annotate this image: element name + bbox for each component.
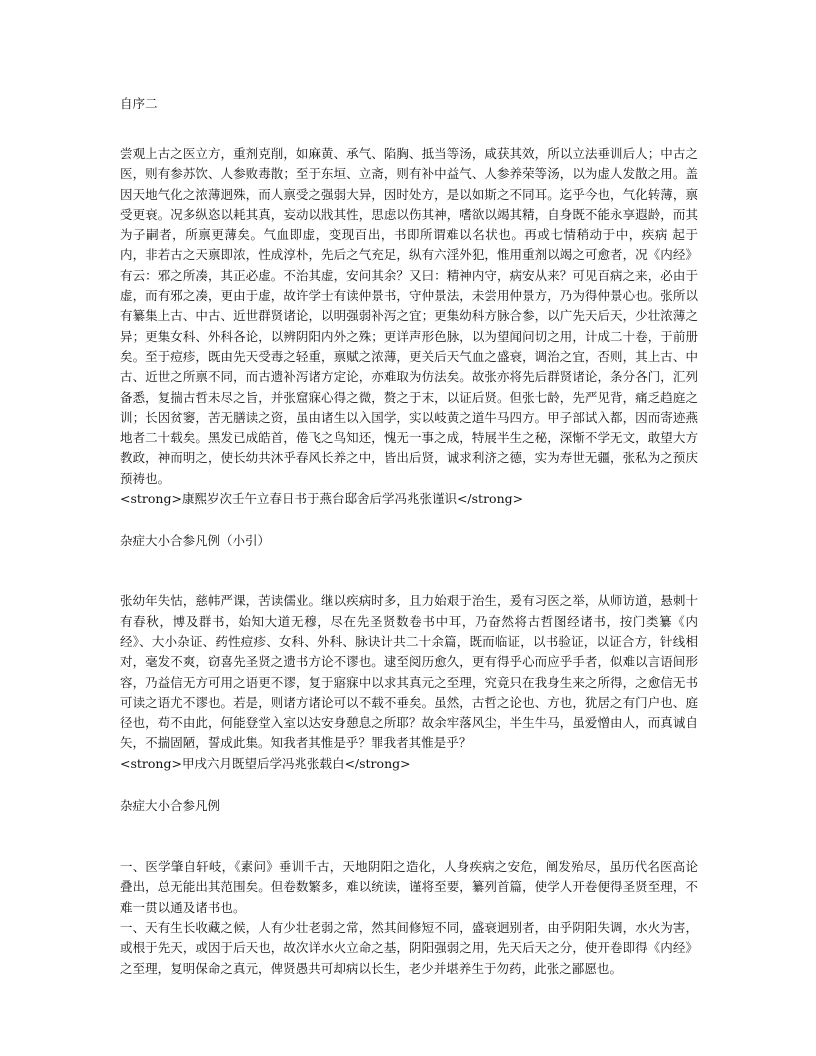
preface-two-title: 自序二: [120, 96, 158, 111]
intro-signature: <strong>甲戌六月既望后学冯兆张载白</strong>: [120, 755, 411, 771]
document-page: [120, 94, 698, 979]
rules-item: 一、天有生长收藏之候，人有少壮老弱之常，然其间修短不同，盛衰迥别者，由乎阴阳失调，水火为害，或根于先天，或因于后天也，故次详水火立命之基，阴阳强弱之用，先天后天之分，使开卷即得《内经》之至理，复明保命之真元，俾贤愚共可却病以长生，老少并堪养生于勿药，此张之鄙愿也。: [120, 919, 698, 976]
intro-body: 张幼年失怙，慈帏严课，苦读儒业。继以疾病时多，且力始艰于治生，爰有习医之举，从师访道，悬刺十有春秋，博及群书，始知大道无穆，尽在先圣贤数卷书中耳，乃奋然将古哲图经诸书，按门类纂《内经》、大小杂证、药性痘疹、女科、外科、脉诀计共二十余篇，既而临证，以书验证，以证合方，针线相对，毫发不爽，窃喜先圣贤之遗书方论不谬也。逮至阅历愈久，更有得乎心而应乎手者，似难以言语间形容，乃益信无方可用之语更不谬，复于寤寐中以求其真元之至理，究竟只在我身生来之所得，之愈信无书可读之语尤不谬也。若是，则诸方诸论可以不载不垂矣。虽然，古哲之论也、方也，犹居之有门户也、庭径也，苟不由此，何能登堂入室以达安身憩息之所耶？故余牢落风尘，半生牛马，虽爱憎由人，而真诚自矢，不揣固陋，誓成此集。知我者其惟是乎？罪我者其惟是乎？: [120, 593, 698, 751]
rules-section: [120, 796, 698, 979]
rules-title: 杂症大小合参凡例: [120, 798, 221, 814]
preface-two-signature: <strong>康熙岁次壬午立春日书于燕台邸舍后学冯兆张谨识</strong>: [120, 491, 524, 507]
preface-two-body: 尝观上古之医立方，重剂克削，如麻黄、承气、陷胸、抵当等汤，咸获其效，所以立法垂训后人；中古之医，则有参苏饮、人参败毒散；至于东垣、立斋，则有补中益气、人参养荣等汤，以为虚人发散之用。盖因天地气化之浓薄迥殊，而人禀受之强弱大异，因时处方，是以如斯之不同耳。迄乎今也，气化转薄，禀受更衰。况多纵恣以耗其真，妄动以戕其性，思虑以伤其神，嗜欲以竭其精，自身既不能永享遐龄，而其为子嗣者，所禀更薄矣。气血即虚，变现百出，书即所谓难以名状也。再或七情稍动于中，疾病 起于内，非若古之天禀即浓，性成淳朴，先后之气充足，纵有六淫外犯，惟用重剂以竭之可愈者，况《内经》有云：邪之所凑，其正必虚。不治其虚，安问其余？又曰：精神内守，病安从来？可见百病之来，必由于虚，而有邪之凑，更由于虚，故许学士有读仲景书，守仲景法，未尝用仲景方，乃为得仲景心也。张所以有纂集上古、中古、近世群贤诸论，以明强弱补泻之宜；更集幼科方脉合参，以广先天后天，少壮浓薄之异；更集女科、外科各论，以辨阴阳内外之殊；更详声形色脉，以为望闻问切之用，计成二十卷，于前册矣。至于痘疹，既由先天受毒之轻重，禀赋之浓薄，更关后天气血之盛衰，调治之宜，否则，其上古、中古、近世之所禀不同，而古遗补泻诸方定论，亦难取为仿法矣。故张亦将先后群贤诸论，条分各门，汇列备悉，复揣古哲未尽之旨，并张窟寐心得之微，赘之于末，以证后贤。但张七龄，先严见背，痛乏趋庭之训；长因贫窭，苦无膳读之资，虽由诸生以入国学，实以岐黄之道牛马四方。甲子部试入都，因而寄迹燕地者二十载矣。黑发已成皓首，倦飞之鸟知还，愧无一事之成，特展半生之秘，深惭不学无文，敢望大方教政，神而明之，使长幼共沐乎春风长养之中，皆出后贤，诚求利济之德，实为寿世无疆，张私为之预庆预祷也。: [120, 146, 698, 486]
intro-section: [120, 531, 698, 774]
rules-item: 一、医学肇自轩岐，《素问》垂训千古，天地阴阳之造化，人身疾病之安危，阐发殆尽，虽历代名医高论叠出，总无能出其范围矣。但卷数繁多，难以统读，谨将至要，纂列首篇，使学人开卷便得圣贤至理，不难一贯以通及诸书也。: [120, 859, 698, 915]
intro-title: 杂症大小合参凡例（小引）: [120, 533, 271, 549]
preface-two-section: [120, 94, 698, 509]
